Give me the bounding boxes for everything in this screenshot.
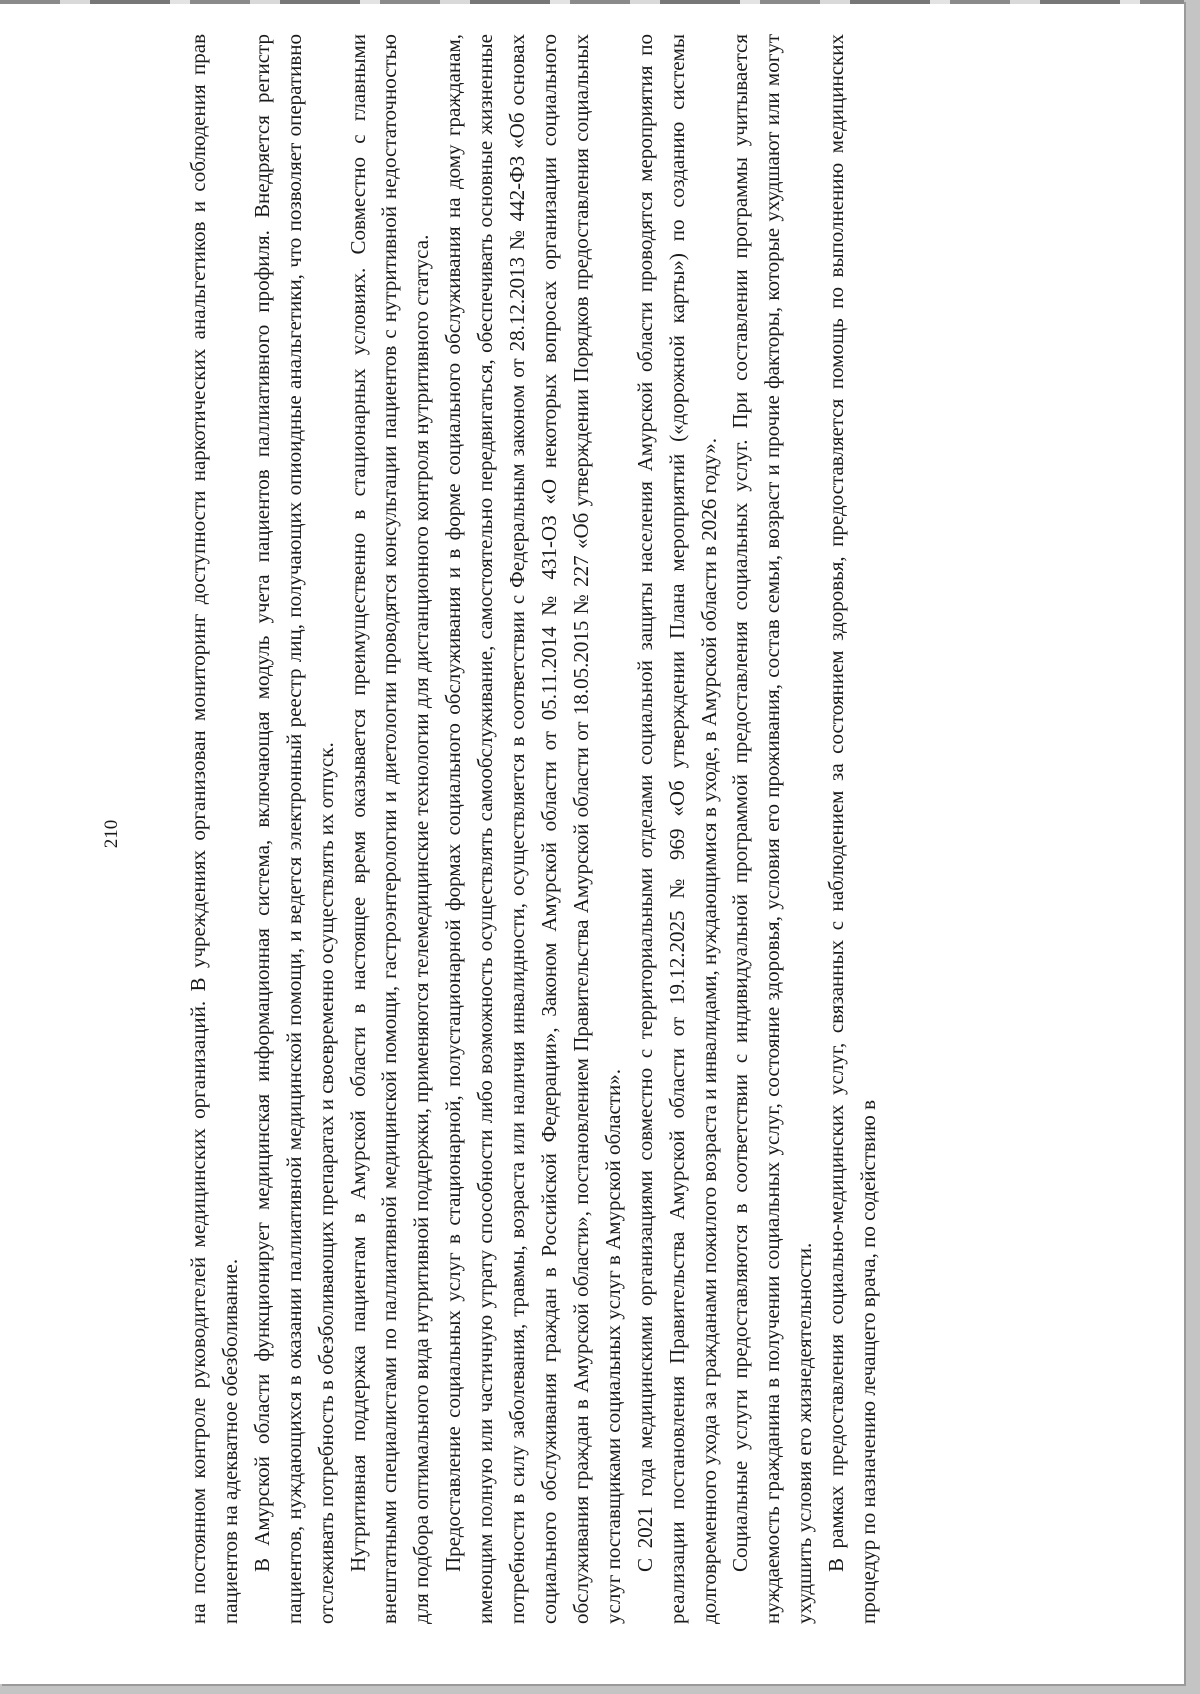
paragraph: Предоставление социальных услуг в стационарной, полустационарной формах социального обслуживания и в форме социального обслуживания на дому гражданам, имеющим полную или частичную утрату способности либо возможность осуществлять самообслуживание, самостоятельно передвигаться, обеспечивать основные жизненные потребности в силу заболевания, травмы, возраста или наличия инвалидности, осуществляется в соответствии с Федеральным законом от 28.12.2013 № 442-ФЗ «Об основах социального обслуживания граждан в Российской Федерации», Законом Амурской области от 05.11.2014 № 431-ОЗ «О некоторых вопросах организации социального обслуживания граждан в Амурской области», постановлением Правительства Амурской области от 18.05.2015 № 227 «Об утверждении Порядков предоставления социальных услуг поставщиками социальных услуг в Амурской области». bbox=[441, 34, 625, 1624]
paragraph: В Амурской области функционирует медицинская информационная система, включающая модуль учета пациентов паллиативного профиля. Внедряется регистр пациентов, нуждающихся в оказании паллиативной медицинской помощи, и ведется электронный реестр лиц, получающих опиоидные анальгетики, что позволяет оперативно отслеживать потребность в обезболивающих препаратах и своевременно осуществлять их отпуск. bbox=[249, 34, 338, 1624]
rotated-page-content bbox=[101, 4, 1081, 1664]
page-number: 210 bbox=[101, 819, 122, 849]
paragraph: В рамках предоставления социально-медицинских услуг, связанных с наблюдением за состоянием здоровья, предоставляется помощь по выполнению медицинских процедур по назначению лечащего врача, по содействию в bbox=[824, 34, 881, 1624]
paragraph: на постоянном контроле руководителей медицинских организаций. В учреждениях организован мониторинг доступности наркотических анальгетиков и соблюдения прав пациентов на адекватное обезболивание. bbox=[186, 34, 242, 1624]
body-text bbox=[183, 34, 885, 1624]
paragraph: Нутритивная поддержка пациентам в Амурской области в настоящее время оказывается преимущественно в стационарных условиях. Совместно с главными внештатными специалистами по паллиативной медицинской помощи, гастроэнтерологии и диетологии проводятся консультации пациентов с нутритивной недостаточностью для подбора оптимального вида нутритивной поддержки, применяются телемедицинские технологии для дистанционного контроля нутритивного статуса. bbox=[345, 34, 434, 1624]
paragraph: С 2021 года медицинскими организациями совместно с территориальными отделами социальной защиты населения Амурской области проводятся мероприятия по реализации постановления Правительства Амурской области от 19.12.2025 № 969 «Об утверждении Плана мероприятий («дорожной карты») по созданию системы долговременного ухода за гражданами пожилого возраста и инвалидами, нуждающимися в уходе, в Амурской области в 2026 году». bbox=[632, 34, 721, 1624]
paragraph: Социальные услуги предоставляются в соответствии с индивидуальной программой предоставления социальных услуг. При составлении программы учитывается нуждаемость гражданина в получении социальных услуг, состояние здоровья, условия его проживания, состав семьи, возраст и прочие факторы, которые ухудшают или могут ухудшить условия его жизнедеятельности. bbox=[728, 34, 817, 1624]
